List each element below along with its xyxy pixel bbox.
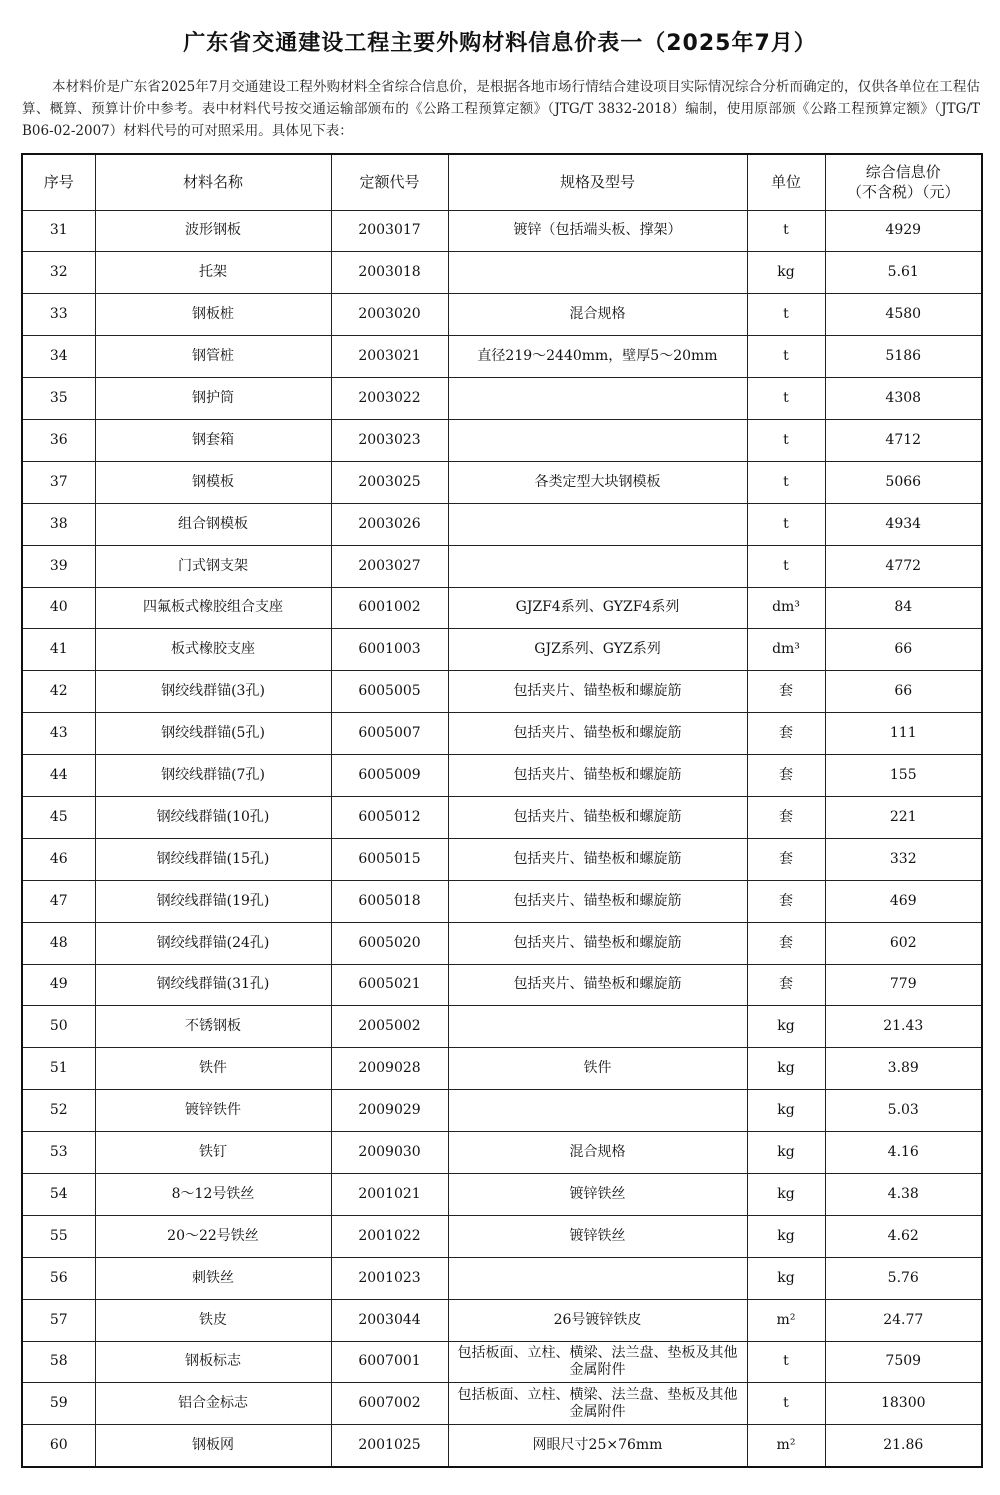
cell-seq: 46: [22, 838, 95, 880]
header-price-line2: （不含税）（元）: [846, 183, 960, 202]
cell-spec: 包括夹片、锚垫板和螺旋筋: [448, 838, 747, 880]
cell-spec: 铁件: [448, 1048, 747, 1090]
cell-name: 钢绞线群锚(15孔): [95, 838, 331, 880]
table-row: [22, 1383, 982, 1425]
cell-price: 779: [825, 964, 982, 1006]
cell-price: 221: [825, 796, 982, 838]
cell-code: 6007001: [331, 1341, 448, 1383]
cell-spec: 混合规格: [448, 1132, 747, 1174]
cell-spec: 镀锌铁丝: [448, 1215, 747, 1257]
table-row: [22, 1048, 982, 1090]
cell-name: 组合钢模板: [95, 503, 331, 545]
cell-code: 2001022: [331, 1215, 448, 1257]
cell-seq: 38: [22, 503, 95, 545]
cell-code: 6007002: [331, 1383, 448, 1425]
cell-spec: [448, 503, 747, 545]
cell-code: 6005018: [331, 880, 448, 922]
cell-unit: t: [747, 419, 825, 461]
cell-code: 2005002: [331, 1006, 448, 1048]
cell-name: 钢绞线群锚(19孔): [95, 880, 331, 922]
cell-spec: GJZ系列、GYZ系列: [448, 629, 747, 671]
table-row: [22, 671, 982, 713]
cell-name: 托架: [95, 252, 331, 294]
cell-price: 84: [825, 587, 982, 629]
cell-code: 6005012: [331, 796, 448, 838]
cell-spec: [448, 252, 747, 294]
cell-seq: 51: [22, 1048, 95, 1090]
cell-price: 4.62: [825, 1215, 982, 1257]
cell-seq: 57: [22, 1299, 95, 1341]
cell-price: 4772: [825, 545, 982, 587]
cell-price: 5186: [825, 336, 982, 378]
cell-unit: 套: [747, 713, 825, 755]
cell-unit: t: [747, 336, 825, 378]
cell-unit: kg: [747, 1257, 825, 1299]
cell-price: 4.38: [825, 1173, 982, 1215]
cell-code: 2003018: [331, 252, 448, 294]
cell-code: 6005009: [331, 755, 448, 797]
table-row: [22, 294, 982, 336]
cell-price: 21.43: [825, 1006, 982, 1048]
table-body: [22, 210, 982, 1467]
cell-unit: kg: [747, 1006, 825, 1048]
cell-unit: m²: [747, 1425, 825, 1467]
cell-name: 铁件: [95, 1048, 331, 1090]
cell-code: 2009028: [331, 1048, 448, 1090]
cell-price: 5066: [825, 461, 982, 503]
cell-seq: 42: [22, 671, 95, 713]
cell-unit: 套: [747, 796, 825, 838]
cell-price: 66: [825, 671, 982, 713]
cell-unit: kg: [747, 1048, 825, 1090]
cell-unit: t: [747, 378, 825, 420]
intro-paragraph: 本材料价是广东省2025年7月交通建设工程外购材料全省综合信息价，是根据各地市场行情结合建设项目实际情况综合分析而确定的，仅供各单位在工程估算、概算、预算计价中参考。表中材料代号按交通运输部颁布的《公路工程预算定额》（JTG/T 3832-2018）编制，使用原部颁《公路工程预算定额》（JTG/T B06-02-2007）材料代号的可对照采用。具体见下表：: [22, 79, 980, 139]
cell-name: 钢套箱: [95, 419, 331, 461]
table-row: [22, 838, 982, 880]
cell-price: 4.16: [825, 1132, 982, 1174]
cell-price: 602: [825, 922, 982, 964]
cell-code: 6001002: [331, 587, 448, 629]
cell-unit: 套: [747, 838, 825, 880]
cell-price: 3.89: [825, 1048, 982, 1090]
cell-name: 板式橡胶支座: [95, 629, 331, 671]
cell-seq: 59: [22, 1383, 95, 1425]
cell-code: 2003020: [331, 294, 448, 336]
cell-unit: kg: [747, 1215, 825, 1257]
cell-unit: t: [747, 1341, 825, 1383]
cell-spec: [448, 1006, 747, 1048]
table-row: [22, 545, 982, 587]
cell-unit: 套: [747, 755, 825, 797]
cell-price: 21.86: [825, 1425, 982, 1467]
cell-unit: 套: [747, 671, 825, 713]
cell-name: 镀锌铁件: [95, 1090, 331, 1132]
header-name: 材料名称: [95, 154, 331, 210]
cell-name: 钢管桩: [95, 336, 331, 378]
table-header-row: [22, 154, 982, 210]
cell-price: 18300: [825, 1383, 982, 1425]
table-row: [22, 1299, 982, 1341]
table-row: [22, 1257, 982, 1299]
cell-spec: [448, 545, 747, 587]
cell-seq: 50: [22, 1006, 95, 1048]
cell-seq: 55: [22, 1215, 95, 1257]
cell-name: 门式钢支架: [95, 545, 331, 587]
cell-seq: 45: [22, 796, 95, 838]
cell-code: 6005005: [331, 671, 448, 713]
cell-seq: 44: [22, 755, 95, 797]
table-row: [22, 461, 982, 503]
cell-name: 钢护筒: [95, 378, 331, 420]
table-row: [22, 796, 982, 838]
page-title: 广东省交通建设工程主要外购材料信息价表一（2025年7月）: [183, 31, 817, 56]
cell-unit: 套: [747, 922, 825, 964]
cell-price: 469: [825, 880, 982, 922]
table-row: [22, 1132, 982, 1174]
cell-price: 7509: [825, 1341, 982, 1383]
cell-spec: 网眼尺寸25×76mm: [448, 1425, 747, 1467]
cell-unit: t: [747, 1383, 825, 1425]
cell-code: 2001025: [331, 1425, 448, 1467]
cell-unit: t: [747, 461, 825, 503]
cell-name: 铁皮: [95, 1299, 331, 1341]
cell-name: 钢板桩: [95, 294, 331, 336]
cell-code: 6005020: [331, 922, 448, 964]
cell-spec: 包括夹片、锚垫板和螺旋筋: [448, 796, 747, 838]
cell-price: 4308: [825, 378, 982, 420]
cell-spec: 镀锌（包括端头板、撑架）: [448, 210, 747, 252]
cell-unit: m²: [747, 1299, 825, 1341]
cell-unit: t: [747, 503, 825, 545]
cell-price: 66: [825, 629, 982, 671]
cell-spec: 镀锌铁丝: [448, 1173, 747, 1215]
cell-unit: 套: [747, 964, 825, 1006]
cell-seq: 43: [22, 713, 95, 755]
cell-spec: 包括夹片、锚垫板和螺旋筋: [448, 922, 747, 964]
cell-spec: 包括夹片、锚垫板和螺旋筋: [448, 880, 747, 922]
cell-seq: 49: [22, 964, 95, 1006]
table-row: [22, 964, 982, 1006]
cell-name: 钢板标志: [95, 1341, 331, 1383]
cell-price: 4580: [825, 294, 982, 336]
cell-code: 6005007: [331, 713, 448, 755]
table-row: [22, 378, 982, 420]
cell-name: 铁钉: [95, 1132, 331, 1174]
table-row: [22, 922, 982, 964]
table-row: [22, 755, 982, 797]
cell-seq: 41: [22, 629, 95, 671]
cell-code: 2003017: [331, 210, 448, 252]
cell-name: 不锈钢板: [95, 1006, 331, 1048]
header-spec: 规格及型号: [448, 154, 747, 210]
table-row: [22, 629, 982, 671]
table-row: [22, 713, 982, 755]
cell-name: 20～22号铁丝: [95, 1215, 331, 1257]
cell-seq: 47: [22, 880, 95, 922]
cell-price: 5.03: [825, 1090, 982, 1132]
table-row: [22, 1341, 982, 1383]
cell-code: 6005021: [331, 964, 448, 1006]
cell-price: 5.61: [825, 252, 982, 294]
cell-name: 钢绞线群锚(7孔): [95, 755, 331, 797]
cell-name: 钢绞线群锚(24孔): [95, 922, 331, 964]
cell-seq: 53: [22, 1132, 95, 1174]
table-row: [22, 1173, 982, 1215]
header-unit: 单位: [747, 154, 825, 210]
cell-spec: 26号镀锌铁皮: [448, 1299, 747, 1341]
cell-seq: 54: [22, 1173, 95, 1215]
cell-spec: [448, 1090, 747, 1132]
cell-price: 5.76: [825, 1257, 982, 1299]
cell-spec: [448, 378, 747, 420]
cell-spec: 直径219～2440mm，壁厚5～20mm: [448, 336, 747, 378]
cell-spec: 混合规格: [448, 294, 747, 336]
cell-price: 332: [825, 838, 982, 880]
cell-price: 4712: [825, 419, 982, 461]
table-row: [22, 1006, 982, 1048]
cell-seq: 33: [22, 294, 95, 336]
cell-name: 波形钢板: [95, 210, 331, 252]
header-price-line1: 综合信息价: [865, 163, 941, 182]
cell-code: 2001023: [331, 1257, 448, 1299]
cell-seq: 40: [22, 587, 95, 629]
cell-unit: kg: [747, 1132, 825, 1174]
header-seq: 序号: [22, 154, 95, 210]
cell-code: 2009030: [331, 1132, 448, 1174]
cell-code: 6001003: [331, 629, 448, 671]
cell-price: 24.77: [825, 1299, 982, 1341]
cell-name: 8～12号铁丝: [95, 1173, 331, 1215]
cell-code: 6005015: [331, 838, 448, 880]
cell-unit: kg: [747, 1090, 825, 1132]
cell-seq: 34: [22, 336, 95, 378]
cell-unit: t: [747, 545, 825, 587]
cell-spec: 包括板面、立柱、横梁、法兰盘、垫板及其他金属附件: [448, 1383, 747, 1425]
cell-name: 钢板网: [95, 1425, 331, 1467]
cell-name: 钢绞线群锚(3孔): [95, 671, 331, 713]
cell-seq: 52: [22, 1090, 95, 1132]
cell-name: 刺铁丝: [95, 1257, 331, 1299]
cell-price: 155: [825, 755, 982, 797]
cell-seq: 35: [22, 378, 95, 420]
header-code: 定额代号: [331, 154, 448, 210]
cell-code: 2003022: [331, 378, 448, 420]
cell-unit: kg: [747, 252, 825, 294]
cell-seq: 31: [22, 210, 95, 252]
cell-unit: dm³: [747, 587, 825, 629]
cell-spec: [448, 419, 747, 461]
table-row: [22, 1215, 982, 1257]
table-row: [22, 210, 982, 252]
cell-seq: 56: [22, 1257, 95, 1299]
cell-spec: 包括夹片、锚垫板和螺旋筋: [448, 964, 747, 1006]
table-row: [22, 1425, 982, 1467]
cell-code: 2003044: [331, 1299, 448, 1341]
cell-name: 钢绞线群锚(31孔): [95, 964, 331, 1006]
table-row: [22, 252, 982, 294]
table-row: [22, 503, 982, 545]
cell-code: 2009029: [331, 1090, 448, 1132]
cell-code: 2003023: [331, 419, 448, 461]
cell-unit: t: [747, 210, 825, 252]
cell-name: 钢绞线群锚(5孔): [95, 713, 331, 755]
cell-unit: dm³: [747, 629, 825, 671]
cell-name: 钢模板: [95, 461, 331, 503]
table-row: [22, 880, 982, 922]
cell-code: 2001021: [331, 1173, 448, 1215]
table-row: [22, 336, 982, 378]
cell-code: 2003026: [331, 503, 448, 545]
cell-price: 111: [825, 713, 982, 755]
cell-seq: 60: [22, 1425, 95, 1467]
cell-seq: 58: [22, 1341, 95, 1383]
cell-price: 4929: [825, 210, 982, 252]
cell-spec: 包括夹片、锚垫板和螺旋筋: [448, 755, 747, 797]
table-row: [22, 587, 982, 629]
cell-spec: 各类定型大块钢模板: [448, 461, 747, 503]
cell-spec: 包括夹片、锚垫板和螺旋筋: [448, 713, 747, 755]
cell-code: 2003025: [331, 461, 448, 503]
cell-unit: kg: [747, 1173, 825, 1215]
cell-name: 钢绞线群锚(10孔): [95, 796, 331, 838]
table-row: [22, 1090, 982, 1132]
cell-code: 2003021: [331, 336, 448, 378]
cell-seq: 32: [22, 252, 95, 294]
cell-seq: 39: [22, 545, 95, 587]
cell-seq: 37: [22, 461, 95, 503]
price-table: [21, 153, 983, 1468]
cell-name: 四氟板式橡胶组合支座: [95, 587, 331, 629]
table-row: [22, 419, 982, 461]
cell-code: 2003027: [331, 545, 448, 587]
cell-price: 4934: [825, 503, 982, 545]
cell-name: 铝合金标志: [95, 1383, 331, 1425]
cell-seq: 36: [22, 419, 95, 461]
cell-unit: t: [747, 294, 825, 336]
cell-spec: GJZF4系列、GYZF4系列: [448, 587, 747, 629]
cell-unit: 套: [747, 880, 825, 922]
header-price: [825, 154, 982, 210]
cell-seq: 48: [22, 922, 95, 964]
cell-spec: [448, 1257, 747, 1299]
cell-spec: 包括夹片、锚垫板和螺旋筋: [448, 671, 747, 713]
cell-spec: 包括板面、立柱、横梁、法兰盘、垫板及其他金属附件: [448, 1341, 747, 1383]
